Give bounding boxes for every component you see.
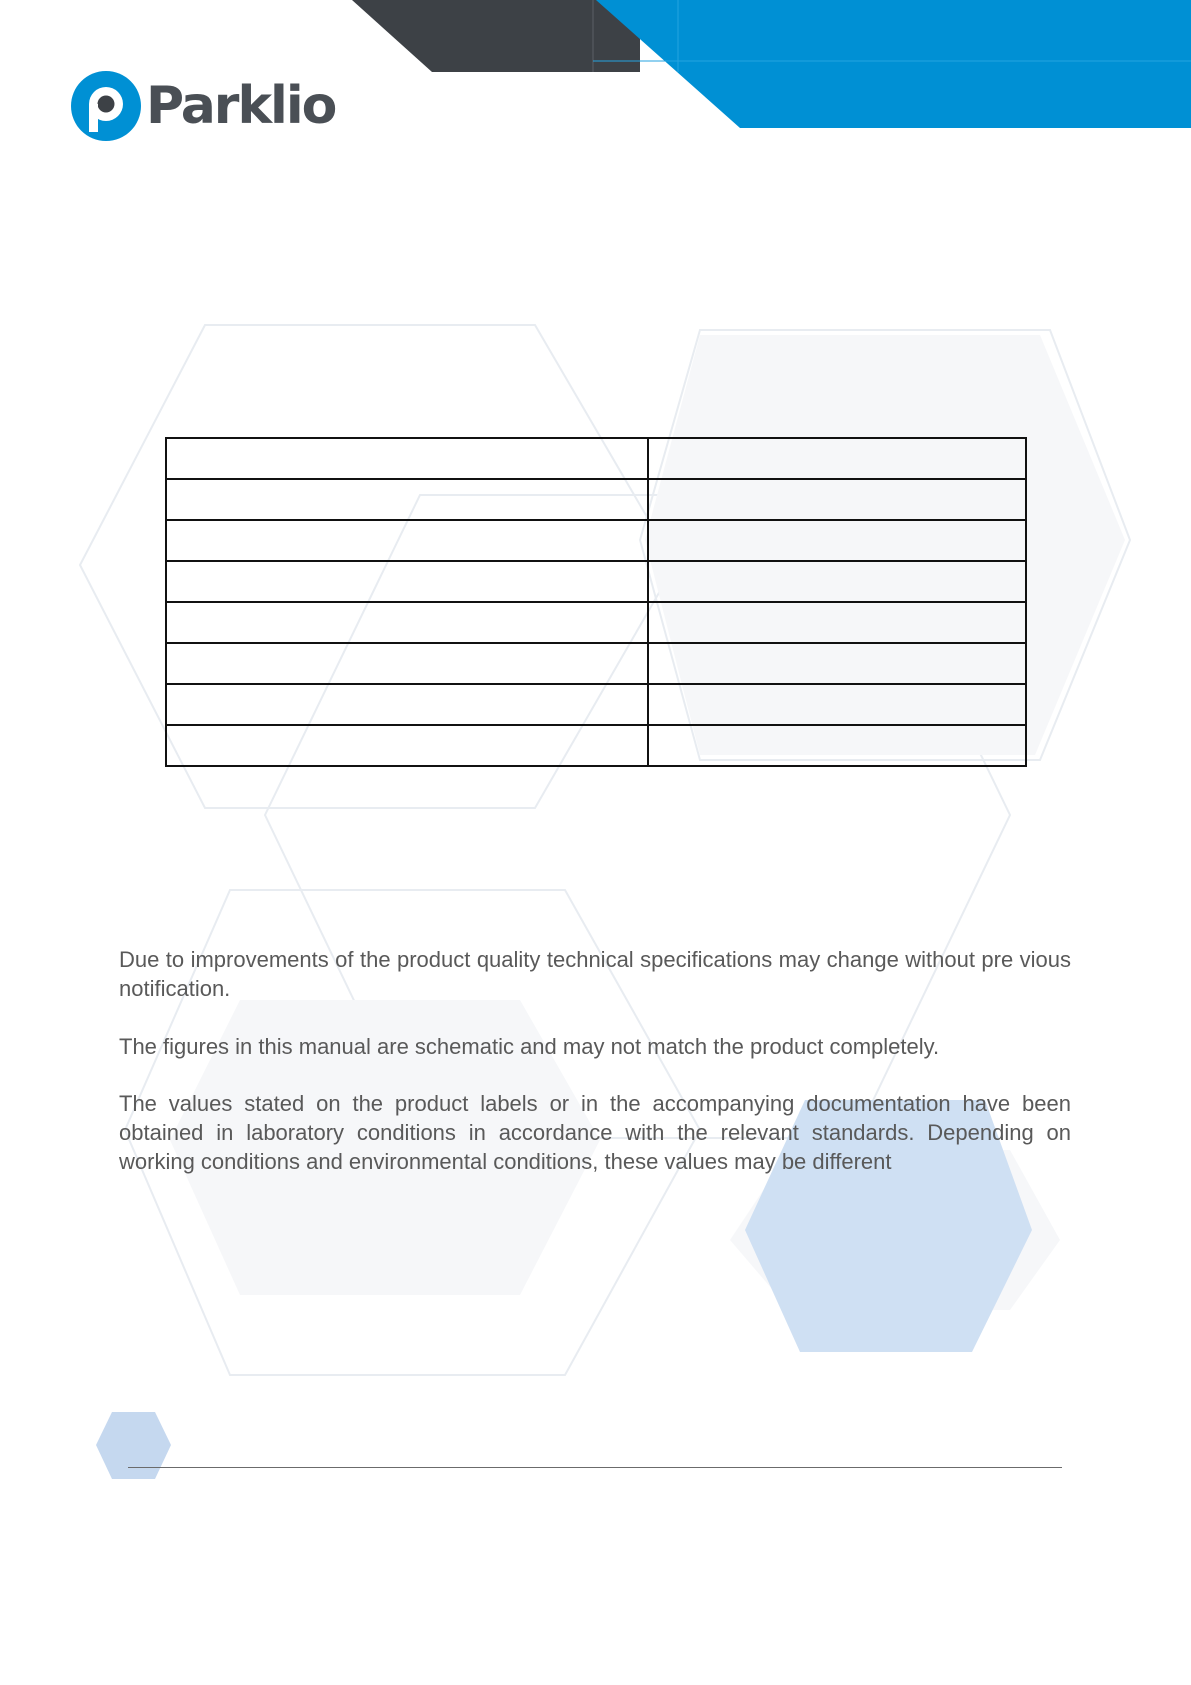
table-row — [166, 725, 1026, 766]
spec-value-cell — [648, 479, 1026, 520]
spec-label-cell — [166, 520, 648, 561]
spec-label-cell — [166, 643, 648, 684]
spec-value-cell — [648, 561, 1026, 602]
table-row — [166, 438, 1026, 479]
laboratory-values-notice: The values stated on the product labels or in the accompanying documentation have been obtained in laboratory conditions in accordance with the relevant standards. Depending on working conditions and environmental conditions, these values may be different — [119, 1091, 1071, 1174]
parklio-p-logo-icon — [70, 70, 142, 142]
footer-divider — [128, 1467, 1062, 1468]
spec-value-cell — [648, 725, 1026, 766]
table-row — [166, 602, 1026, 643]
table-row — [166, 643, 1026, 684]
table-row — [166, 561, 1026, 602]
spec-value-cell — [648, 643, 1026, 684]
specification-table — [165, 437, 1027, 767]
spec-label-cell — [166, 602, 648, 643]
page-hexagon-badge — [96, 1412, 171, 1479]
table-row — [166, 684, 1026, 725]
spec-label-cell — [166, 479, 648, 520]
table-row — [166, 479, 1026, 520]
spec-value-cell — [648, 602, 1026, 643]
spec-label-cell — [166, 438, 648, 479]
specification-change-notice: Due to improvements of the product quality technical specifications may change without pre vious notification. — [119, 947, 1071, 1001]
spec-value-cell — [648, 684, 1026, 725]
spec-value-cell — [648, 438, 1026, 479]
header-blue-band — [596, 0, 1191, 128]
table-row — [166, 520, 1026, 561]
spec-label-cell — [166, 725, 648, 766]
brand-name: Parklio — [146, 76, 336, 136]
brand-logo — [70, 70, 335, 142]
figures-notice: The figures in this manual are schematic and may not match the product completely. — [119, 1034, 940, 1059]
spec-label-cell — [166, 561, 648, 602]
spec-label-cell — [166, 684, 648, 725]
spec-value-cell — [648, 520, 1026, 561]
